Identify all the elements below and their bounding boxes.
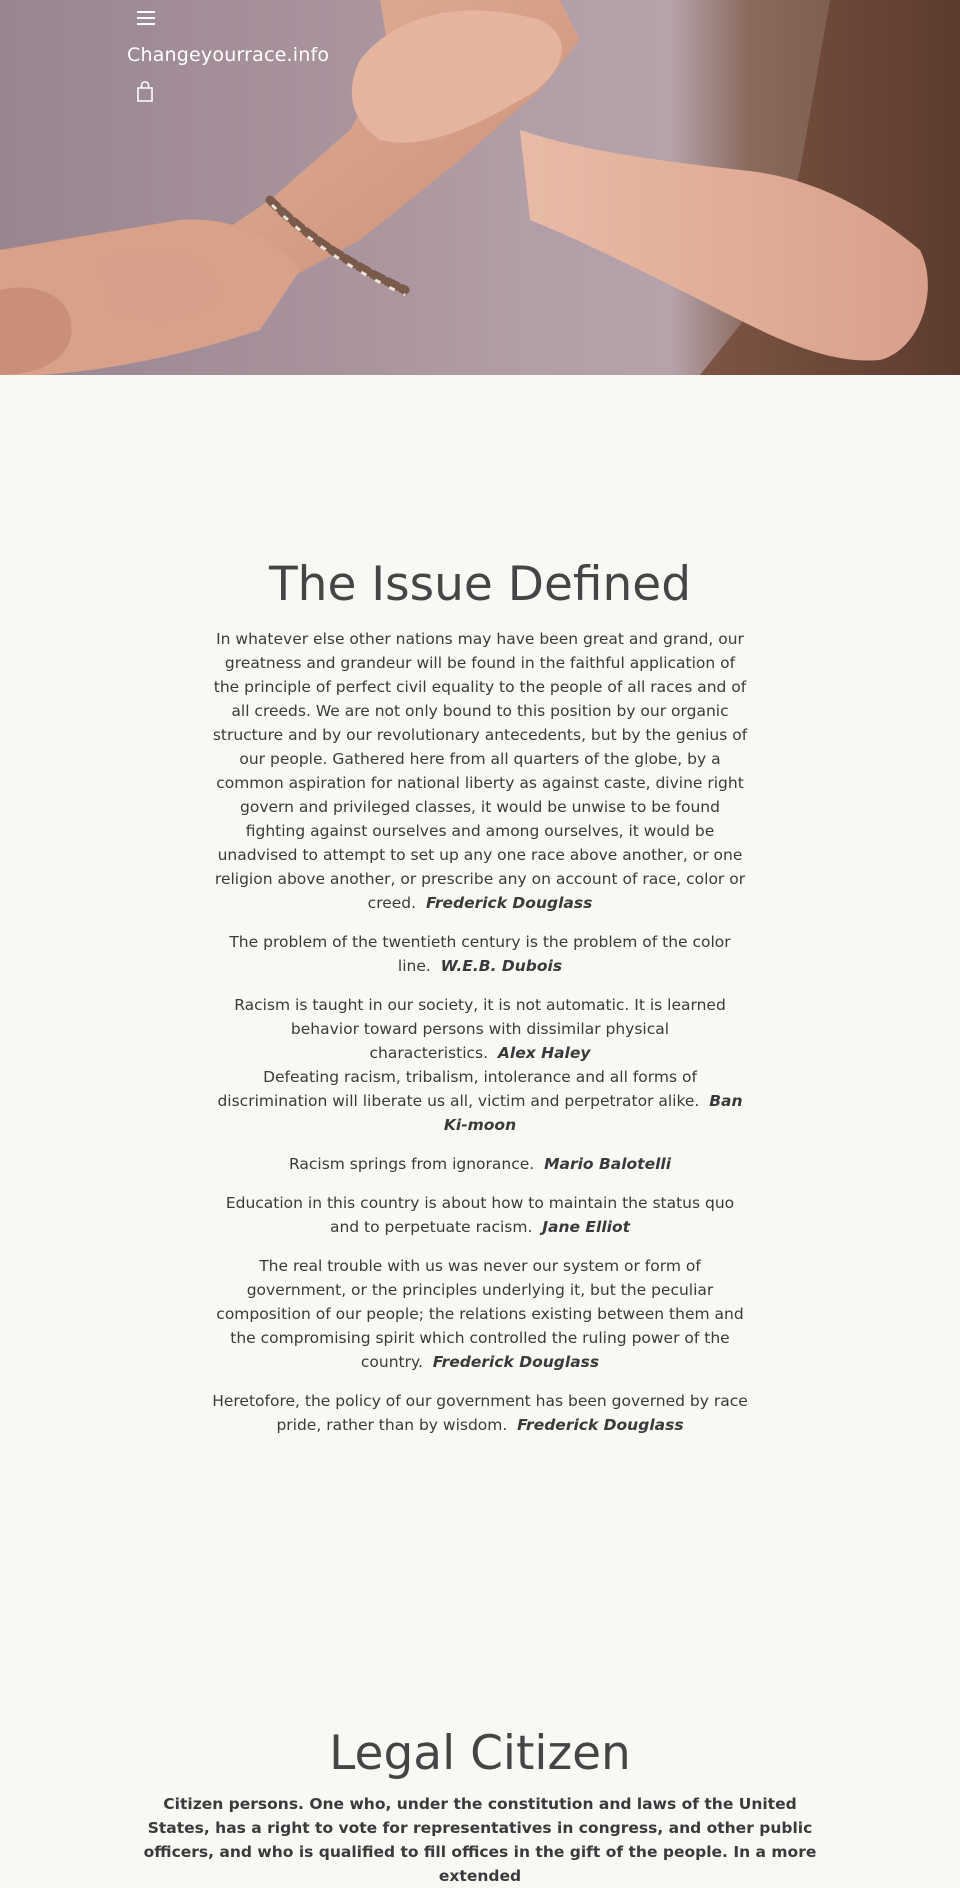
quote-text: The real trouble with us was never our system or form of government, or the principles underlying it, but the peculiar composition of our people; the relations existing between them and the compromising spirit which controlled the ruling power of the country. xyxy=(216,1257,744,1371)
legal-title: Legal Citizen xyxy=(329,1726,631,1781)
legal-text: Citizen persons. One who, under the constitution and laws of the United States, has a right to vote for representatives in congress, and other public officers, and who is qualified to fill offices in the gift of the people. In a more extended xyxy=(143,1795,817,1885)
quote-author: Jane Elliot xyxy=(542,1218,631,1236)
quote-text: Education in this country is about how to maintain the status quo and to perpetuate racism. xyxy=(225,1194,735,1236)
quote-paragraph xyxy=(210,1254,750,1374)
hamburger-icon[interactable] xyxy=(134,6,158,30)
quote-author: Frederick Douglass xyxy=(432,1353,600,1371)
quote-paragraph xyxy=(210,1065,750,1137)
quote-paragraph xyxy=(210,993,750,1065)
quote-text: Heretofore, the policy of our government has been governed by race pride, rather than by wisdom. xyxy=(212,1392,748,1434)
quote-author: Frederick Douglass xyxy=(517,1416,684,1434)
quote-text: The problem of the twentieth century is the problem of the color line. xyxy=(229,933,731,975)
quote-author: Frederick Douglass xyxy=(425,894,593,912)
quote-author: Ban Ki-moon xyxy=(443,1092,743,1134)
quote-paragraph xyxy=(210,930,750,978)
legal-citizen-section xyxy=(0,1724,960,1888)
hero-banner xyxy=(0,0,960,375)
quote-text: Racism springs from ignorance. xyxy=(288,1155,535,1173)
quote-paragraph xyxy=(210,1389,750,1437)
quote-paragraph xyxy=(210,1191,750,1239)
shopping-bag-icon[interactable] xyxy=(134,80,156,104)
quote-text: Racism is taught in our society, it is not automatic. It is learned behavior toward persons with dissimilar physical characteristics. xyxy=(234,996,726,1062)
issue-section xyxy=(0,555,960,1452)
issue-title: The Issue Defined xyxy=(268,557,692,612)
quote-paragraph xyxy=(210,627,750,915)
quote-paragraph xyxy=(210,1152,750,1176)
quote-text: Defeating racism, tribalism, intolerance and all forms of discrimination will liberate us all, victim and perpetrator alike. xyxy=(217,1068,700,1110)
quote-text: In whatever else other nations may have been great and grand, our greatness and grandeur will be found in the faithful application of the principle of perfect civil equality to the people of all races and of all creeds. We are not only bound to this position by our organic structure and by our revolutionary antecedents, but by the genius of our people. Gathered here from all quarters of the globe, by a common aspiration for national liberty as against caste, divine right govern and privileged classes, it would be unwise to be found fighting against ourselves and among ourselves, it would be unadvised to attempt to set up any one race above another, or one religion above another, or prescribe any on account of race, color or creed. xyxy=(212,630,748,912)
quote-author: Alex Haley xyxy=(497,1044,591,1062)
issue-quotes xyxy=(210,627,750,1437)
quote-author: Mario Balotelli xyxy=(544,1155,672,1173)
quote-author: W.E.B. Dubois xyxy=(440,957,563,975)
site-header xyxy=(0,0,960,110)
site-title-link[interactable]: Changeyourrace.info xyxy=(127,44,330,66)
